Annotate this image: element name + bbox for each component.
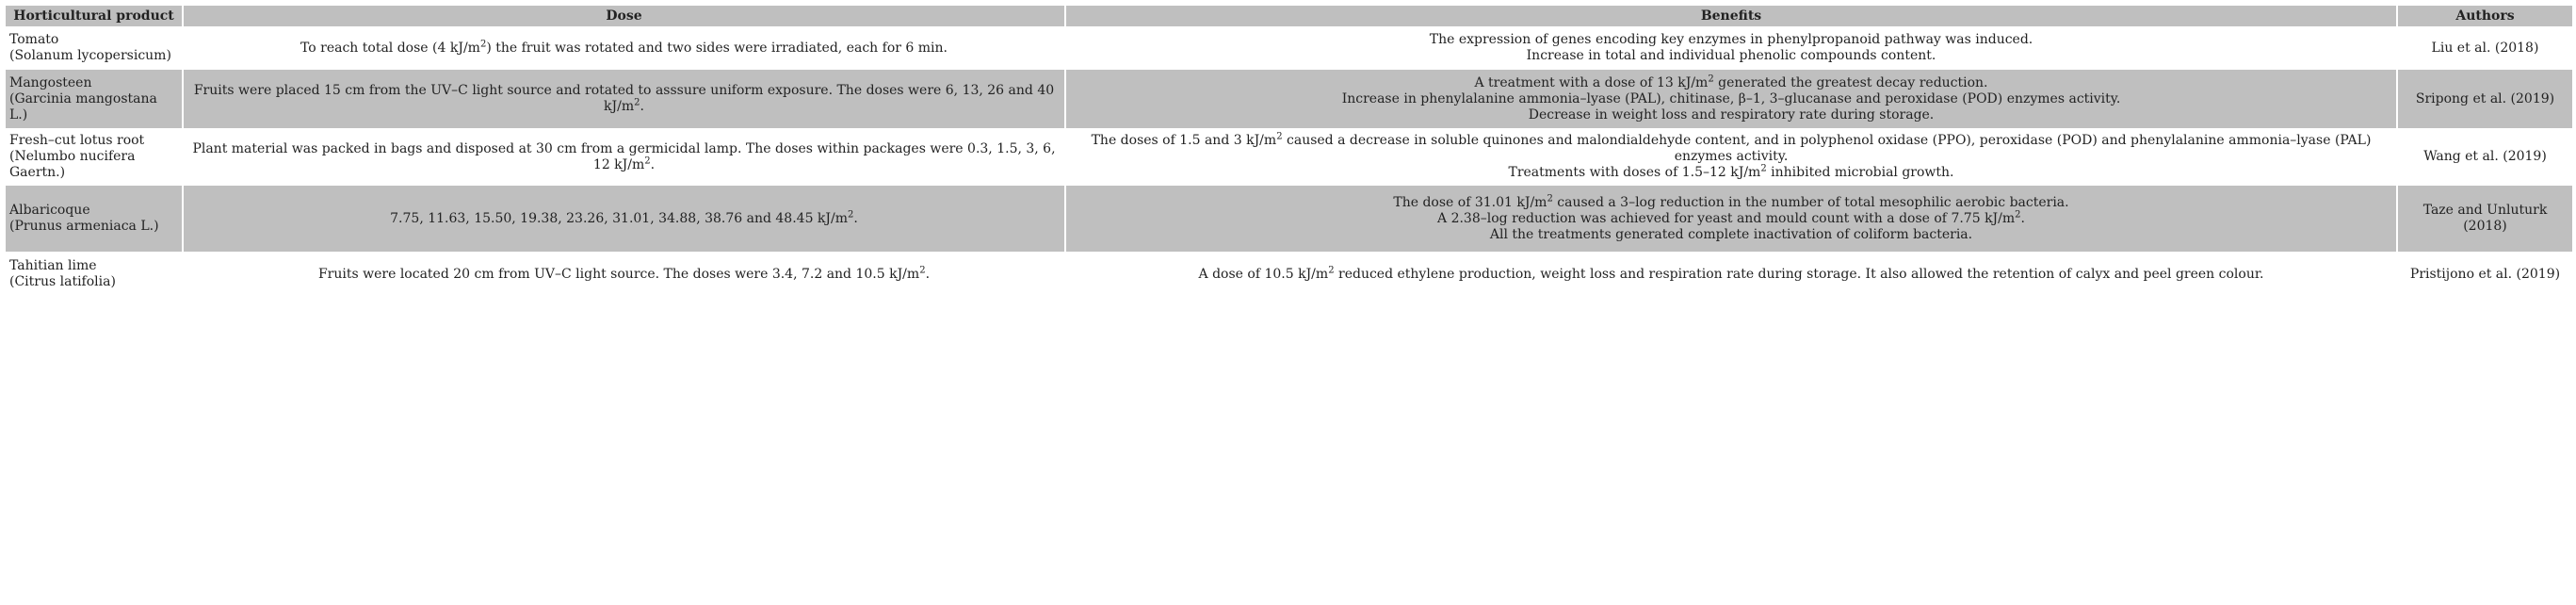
product-scientific-name: (Garcinia mangostana L.)	[9, 90, 157, 123]
benefit-line	[1070, 133, 2392, 165]
product-cell	[6, 70, 182, 128]
dose-unit-exponent: 2	[479, 38, 487, 49]
table-row	[6, 70, 2572, 128]
dose-text: To reach total dose (4 kJ/m	[300, 40, 480, 56]
dose-text: 7.75, 11.63, 15.50, 19.38, 23.26, 31.01, 34.88, 38.76 and 48.45 kJ/m	[390, 210, 849, 226]
benefit-line	[1070, 264, 2392, 283]
benefits-cell	[1066, 253, 2396, 295]
header-row	[6, 6, 2572, 26]
benefit-line: Increase in total and individual phenolic compounds content.	[1526, 48, 1936, 63]
authors-cell: Wang et al. (2019)	[2423, 149, 2547, 164]
table-row	[6, 253, 2572, 295]
product-name: Fresh–cut lotus root	[9, 133, 145, 148]
benefit-line	[1070, 192, 2392, 211]
benefits-cell	[1066, 186, 2396, 252]
benefit-unit-exponent: 2	[1708, 73, 1714, 84]
product-name: Tomato	[9, 32, 59, 47]
benefit-text: caused a 3–log reduction in the number of total mesophilic aerobic bacteria.	[1552, 194, 2069, 210]
benefit-line: The expression of genes encoding key enzymes in phenylpropanoid pathway was induced.	[1429, 32, 2033, 47]
product-cell	[6, 253, 182, 295]
benefits-cell	[1066, 70, 2396, 128]
header-benefits: Benefits	[1066, 6, 2396, 26]
benefit-text: A 2.38–log reduction was achieved for yeast and mould count with a dose of 7.75 kJ/m	[1437, 210, 2016, 226]
dose-unit-exponent: 2	[848, 208, 854, 220]
benefit-text: Treatments with doses of 1.5–12 kJ/m	[1508, 165, 1761, 180]
benefit-text: generated the greatest decay reduction.	[1713, 74, 1988, 90]
dose-cell	[184, 130, 1064, 184]
benefit-line	[1070, 165, 2392, 181]
benefit-unit-exponent: 2	[2015, 208, 2021, 220]
table-row	[6, 28, 2572, 68]
authors-cell: Pristijono et al. (2019)	[2409, 266, 2561, 282]
dose-text: Plant material was packed in bags and disposed at 30 cm from a germicidal lamp. The doses within packages were 0.3, 1.5, 3, 6, 12 kJ/m	[192, 140, 1056, 172]
dose-cell	[184, 186, 1064, 252]
benefit-line	[1070, 75, 2392, 91]
benefit-text: A dose of 10.5 kJ/m	[1198, 266, 1329, 282]
benefit-text: .	[2020, 210, 2025, 226]
product-name: Mangosteen	[9, 74, 92, 90]
dose-unit-exponent: 2	[644, 155, 651, 166]
benefit-text: inhibited microbial growth.	[1766, 165, 1954, 180]
product-scientific-name: (Citrus latifolia)	[9, 274, 116, 289]
benefit-line: Increase in phenylalanine ammonia–lyase (PAL), chitinase, β–1, 3–glucanase and peroxidase (POD) enzymes activity.	[1341, 90, 2121, 106]
benefit-text: caused a decrease in soluble quinones and malondialdehyde content, and in polyphenol oxidase (PPO), peroxidase (POD) and phenylalanine ammonia–lyase (PAL) enzymes activity.	[1282, 133, 2372, 164]
authors-cell: Sripong et al. (2019)	[2398, 70, 2572, 128]
authors-cell: Taze and Unluturk (2018)	[2398, 186, 2572, 252]
benefit-line	[1070, 208, 2392, 227]
dose-text: .	[650, 156, 656, 172]
dose-unit-exponent: 2	[634, 97, 640, 108]
dose-cell	[184, 70, 1064, 128]
benefit-line: All the treatments generated complete inactivation of coliform bacteria.	[1489, 226, 1973, 242]
table-row	[6, 130, 2572, 184]
product-cell	[6, 130, 182, 184]
dose-text: .	[925, 266, 931, 282]
product-scientific-name: (Nelumbo nucifera Gaertn.)	[9, 149, 136, 180]
authors-cell: Liu et al. (2018)	[2431, 40, 2539, 56]
benefit-text: A treatment with a dose of 13 kJ/m	[1474, 74, 1709, 90]
dose-text: ) the fruit was rotated and two sides were irradiated, each for 6 min.	[486, 40, 948, 56]
product-scientific-name: (Prunus armeniaca L.)	[9, 219, 159, 234]
dose-unit-exponent: 2	[919, 264, 926, 275]
benefit-unit-exponent: 2	[1276, 131, 1283, 142]
header-authors: Authors	[2398, 6, 2572, 26]
benefit-text: The dose of 31.01 kJ/m	[1393, 194, 1547, 210]
benefit-text: The doses of 1.5 and 3 kJ/m	[1091, 133, 1277, 148]
benefit-text: reduced ethylene production, weight loss and respiration rate during storage. It also allowed the retention of calyx and peel green colour.	[1334, 266, 2264, 282]
benefit-line: Decrease in weight loss and respiratory rate during storage.	[1528, 106, 1935, 123]
product-cell	[6, 28, 182, 68]
dose-text: .	[853, 210, 858, 226]
header-dose: Dose	[184, 6, 1064, 26]
dose-text: Fruits were placed 15 cm from the UV–C light source and rotated to asssure uniform exposure. The doses were 6, 13, 26 and 40 kJ/m	[193, 83, 1055, 114]
benefit-unit-exponent: 2	[1760, 163, 1767, 174]
dose-text: Fruits were located 20 cm from UV–C light source. The doses were 3.4, 7.2 and 10.5 kJ/m	[317, 266, 920, 282]
table-row	[6, 186, 2572, 252]
dose-text: .	[640, 99, 644, 114]
product-scientific-name: (Solanum lycopersicum)	[9, 48, 171, 63]
benefit-unit-exponent: 2	[1328, 264, 1335, 275]
benefit-unit-exponent: 2	[1547, 192, 1553, 204]
product-name: Albaricoque	[9, 203, 90, 218]
header-product: Horticultural product	[6, 6, 182, 26]
uvc-treatments-table	[4, 4, 2574, 297]
benefits-cell	[1066, 130, 2396, 184]
product-cell	[6, 186, 182, 252]
dose-cell	[184, 28, 1064, 68]
dose-cell	[184, 253, 1064, 295]
product-name: Tahitian lime	[9, 258, 97, 273]
benefits-cell	[1066, 28, 2396, 68]
